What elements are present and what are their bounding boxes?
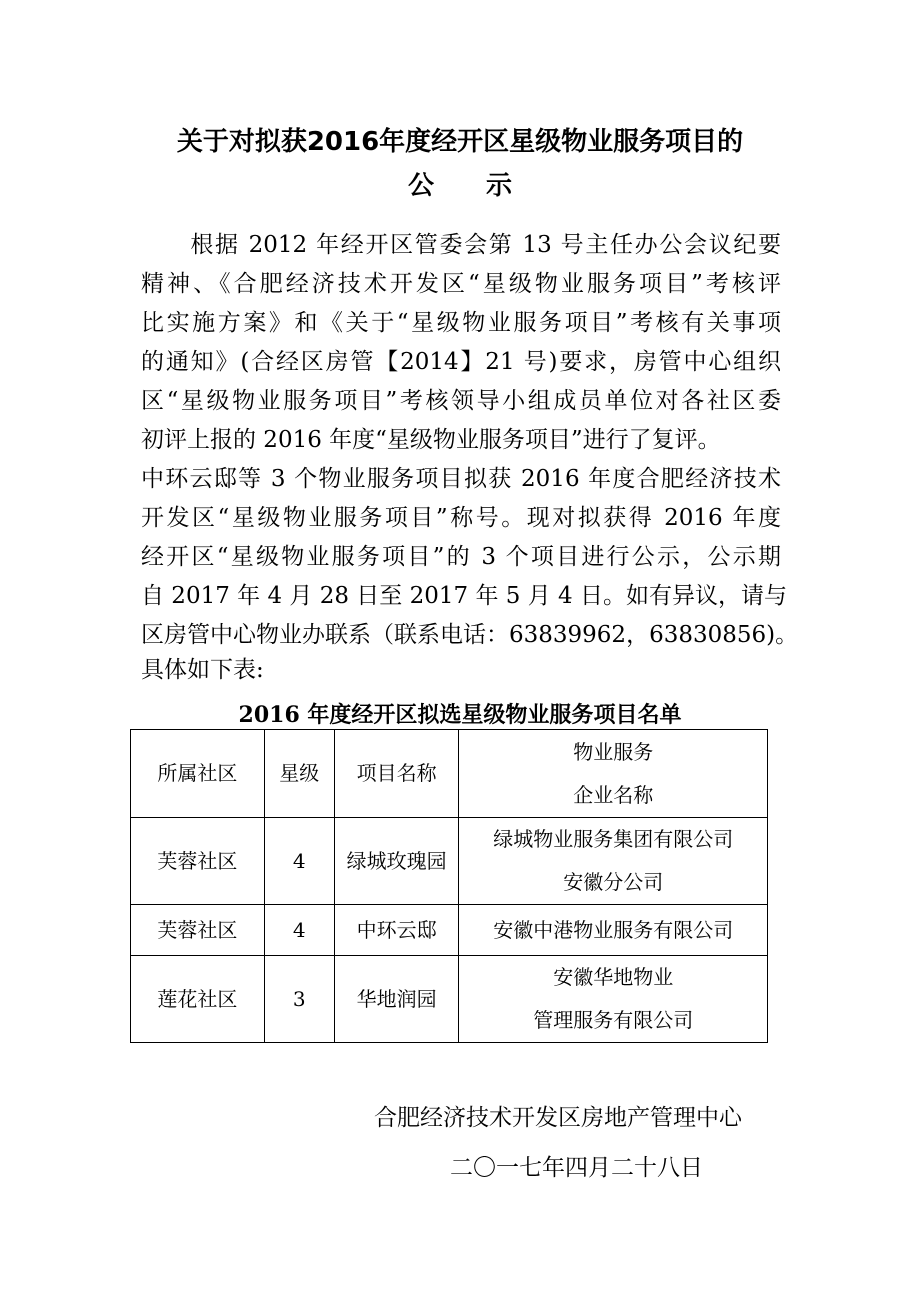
cell-stars: 4	[264, 905, 334, 956]
cell-community: 芙蓉社区	[131, 818, 265, 905]
company-line1: 安徽华地物业	[553, 965, 674, 989]
cell-project: 绿城玫瑰园	[334, 818, 459, 905]
cell-community: 莲花社区	[131, 956, 265, 1043]
table-title: 2016 年度经开区拟选星级物业服务项目名单	[238, 702, 682, 728]
company-line2: 安徽分公司	[563, 870, 664, 894]
cell-company	[459, 818, 768, 905]
document-title-line2: 公 示	[407, 171, 512, 201]
cell-project: 华地润园	[334, 956, 459, 1043]
header-community: 所属社区	[131, 730, 265, 818]
cell-stars: 4	[264, 818, 334, 905]
cell-stars: 3	[264, 956, 334, 1043]
body-line: 区房管中心物业办联系（联系电话：63839962，63830856)。	[141, 622, 799, 648]
project-table	[130, 729, 768, 1043]
cell-project: 中环云邸	[334, 905, 459, 956]
table-row	[131, 956, 768, 1043]
body-line: 区“星级物业服务项目”考核领导小组成员单位对各社区委	[141, 388, 781, 414]
company-line1: 绿城物业服务集团有限公司	[493, 827, 734, 851]
table-header-row	[131, 730, 768, 818]
cell-company: 安徽中港物业服务有限公司	[459, 905, 768, 956]
company-line2: 管理服务有限公司	[533, 1008, 694, 1032]
body-line: 开发区“星级物业服务项目”称号。现对拟获得 2016 年度	[141, 505, 781, 531]
header-company-line2: 企业名称	[573, 782, 654, 807]
body-line: 比实施方案》和《关于“星级物业服务项目”考核有关事项	[141, 310, 781, 336]
body-line: 自 2017 年 4 月 28 日至 2017 年 5 月 4 日。如有异议，请与	[141, 583, 787, 609]
header-company-line1: 物业服务	[573, 739, 654, 764]
document-title-line1: 关于对拟获2016年度经开区星级物业服务项目的	[176, 127, 744, 157]
cell-company	[459, 956, 768, 1043]
body-line: 中环云邸等 3 个物业服务项目拟获 2016 年度合肥经济技术	[141, 466, 781, 492]
body-line: 精神、《合肥经济技术开发区“星级物业服务项目”考核评	[141, 271, 781, 297]
body-line: 根据 2012 年经开区管委会第 13 号主任办公会议纪要	[141, 232, 781, 258]
table-row	[131, 905, 768, 956]
body-line: 的通知》(合经区房管【2014】21 号)要求，房管中心组织	[141, 349, 781, 375]
header-company	[459, 730, 768, 818]
signature-org: 合肥经济技术开发区房地产管理中心	[374, 1105, 742, 1131]
body-line: 初评上报的 2016 年度“星级物业服务项目”进行了复评。	[141, 427, 721, 453]
header-stars: 星级	[264, 730, 334, 818]
cell-community: 芙蓉社区	[131, 905, 265, 956]
body-line: 经开区“星级物业服务项目”的 3 个项目进行公示，公示期	[141, 544, 781, 570]
signature-date: 二〇一七年四月二十八日	[450, 1155, 703, 1181]
table-row	[131, 818, 768, 905]
body-line: 具体如下表:	[141, 657, 264, 683]
header-project: 项目名称	[334, 730, 459, 818]
